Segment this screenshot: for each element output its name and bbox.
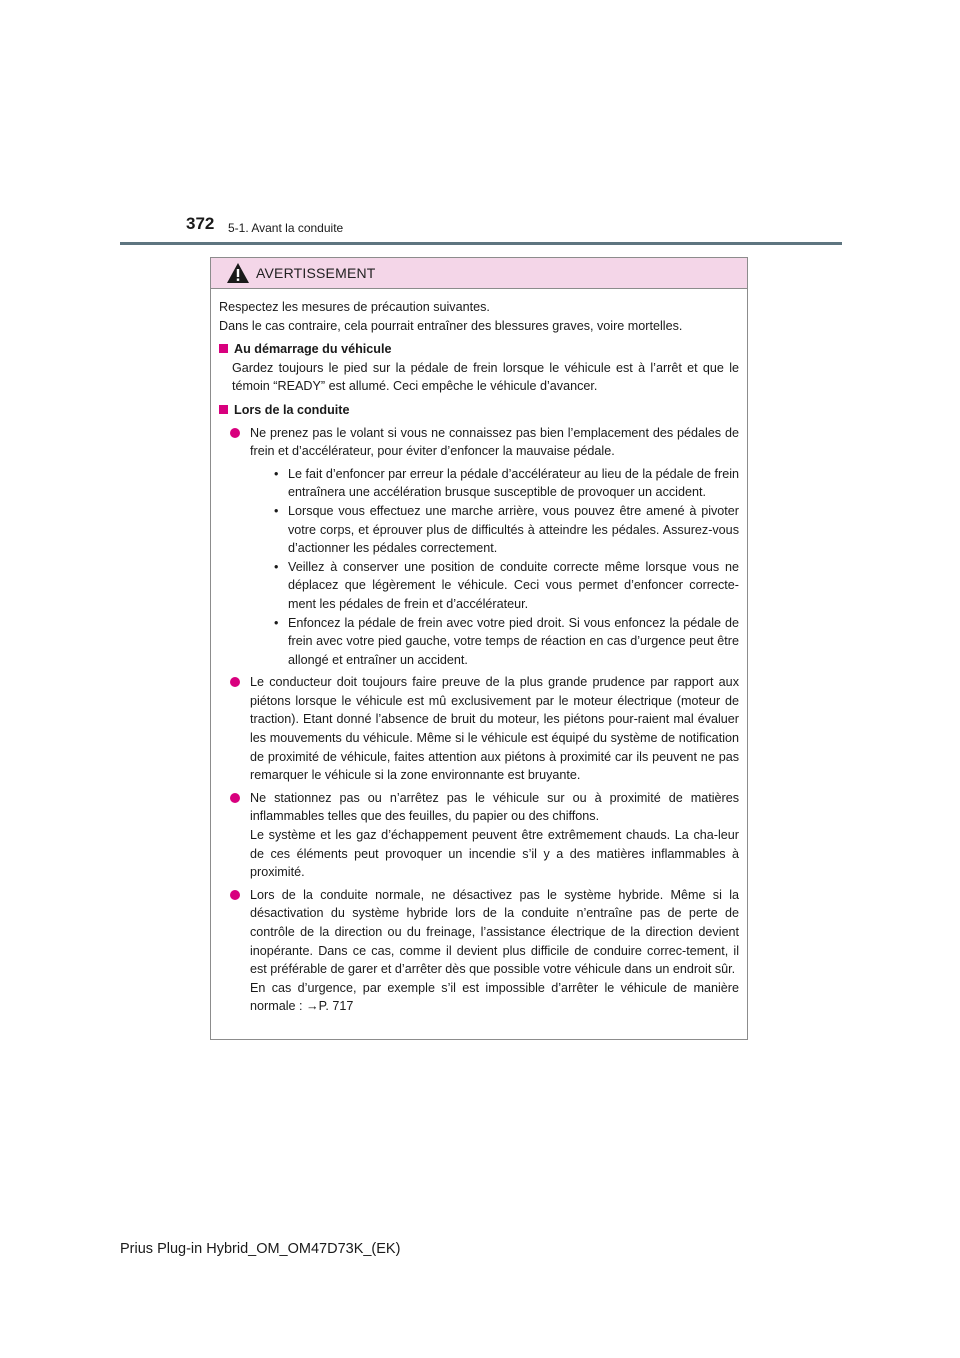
bullet-paragraph: Lors de la conduite normale, ne désactivez pas le système hybride. Même si la désactivation du système hybride lors de la conduite n’entraîne pas de perte de contrôle de la direction ou du freinage, l’assistance électrique de la direction devient inopérante. Dans ce cas, comme il devient plus difficile de conduire correc-tement, il est préférable de garer et d’arrêter dès que possible votre véhicule dans un endroit sûr. (250, 887, 739, 977)
intro-line: Dans le cas contraire, cela pourrait entraîner des blessures graves, voire mortelles. (219, 318, 683, 333)
bullet-paragraph: Le conducteur doit toujours faire preuve de la plus grande prudence par rapport aux piétons lorsque le véhicule est mû exclusivement par le moteur électrique (moteur de traction). Etant donné l’absence de bruit du moteur, les piétons pour-raient mal évaluer les mouvements du véhicule. Même si le véhicule est équipé du système de notification de proximité de véhicule, faites attention aux piétons à proximité car ils peuvent ne pas remarquer le véhicule si la zone environnante est bruyante. (250, 675, 739, 783)
circle-bullet-icon (230, 677, 240, 687)
section-heading-text: Lors de la conduite (234, 402, 350, 417)
section-heading-text: Au démarrage du véhicule (234, 342, 392, 357)
bullet-paragraph: En cas d’urgence, par exemple s’il est impossible d’arrêter le véhicule de manière normale : →P. 717 (250, 980, 739, 1014)
sub-bullet-icon: • (274, 615, 279, 630)
circle-bullet-icon (230, 793, 240, 803)
bullet-item (230, 789, 739, 882)
circle-bullet-icon (230, 428, 240, 438)
square-bullet-icon (219, 405, 228, 414)
sub-item (274, 502, 739, 558)
bullet-text (250, 424, 739, 670)
sub-item-text: Le fait d’enfoncer par erreur la pédale d’accélérateur au lieu de la pédale de frein entraînera une accélération brusque susceptible de provoquer un accident. (288, 466, 739, 500)
circle-bullet-icon (230, 890, 240, 900)
bullet-text (250, 886, 739, 1016)
sub-item (274, 465, 739, 502)
section-driving (219, 401, 739, 1016)
sub-bullet-icon: • (274, 559, 279, 574)
sub-item (274, 614, 739, 670)
warning-title: AVERTISSEMENT (256, 265, 376, 281)
section-heading (219, 401, 739, 420)
document-footer: Prius Plug-in Hybrid_OM_OM47D73K_(EK) (120, 1241, 401, 1257)
section-title: 5-1. Avant la conduite (228, 221, 344, 235)
section-text: Gardez toujours le pied sur la pédale de frein lorsque le véhicule est à l’arrêt et que le témoin “READY” est allumé. Ceci empêche le véhicule d’avancer. (232, 360, 739, 394)
bullet-paragraph: Ne stationnez pas ou n’arrêtez pas le véhicule sur ou à proximité de matières inflammables telles que des feuilles, du papier ou des chiffons. (250, 790, 739, 824)
warning-header (211, 258, 747, 289)
sub-item (274, 558, 739, 614)
section-heading (219, 340, 739, 359)
sub-item-text: Lorsque vous effectuez une marche arrière, vous pouvez être amené à pivoter votre corps, et éprouver plus de difficultés à atteindre les pédales. Assurez-vous d’actionner les pédales correctement. (288, 503, 739, 556)
bullet-text (250, 789, 739, 882)
sub-item-text: Enfoncez la pédale de frein avec votre pied droit. Si vous enfoncez la pédale de frein avec votre pied gauche, votre temps de réaction en cas d’urgence peut être allongé et entraîner un accident. (288, 615, 739, 667)
sub-item-text: Veillez à conserver une position de conduite correcte même lorsque vous ne déplacez que légèrement le véhicule. Ceci vous permet d’enfoncer correcte-ment les pédales de frein et d’accélérateur. (288, 559, 739, 611)
bullet-item (230, 673, 739, 785)
intro-line: Respectez les mesures de précaution suivantes. (219, 300, 490, 314)
page-number: 372 (186, 214, 215, 233)
header-divider (120, 242, 842, 245)
warning-intro (219, 298, 739, 335)
warning-triangle-icon (226, 262, 250, 284)
square-bullet-icon (219, 344, 228, 353)
bullet-item (230, 424, 739, 670)
bullet-paragraph: Le système et les gaz d’échappement peuvent être extrêmement chauds. La cha-leur de ces éléments peut provoquer un incendie s’il y a des matières inflammables à proximité. (250, 828, 739, 880)
sub-bullet-icon: • (274, 503, 279, 518)
sub-list (274, 465, 739, 670)
section-starting (219, 340, 739, 396)
sub-bullet-icon: • (274, 466, 279, 481)
bullet-item (230, 886, 739, 1016)
warning-box (210, 257, 748, 1040)
warning-body (211, 289, 747, 1016)
bullet-text (250, 673, 739, 785)
bullet-paragraph: Ne prenez pas le volant si vous ne connaissez pas bien l’emplacement des pédales de frein et d’accélérateur, pour éviter d’enfoncer la mauvaise pédale. (250, 425, 739, 459)
